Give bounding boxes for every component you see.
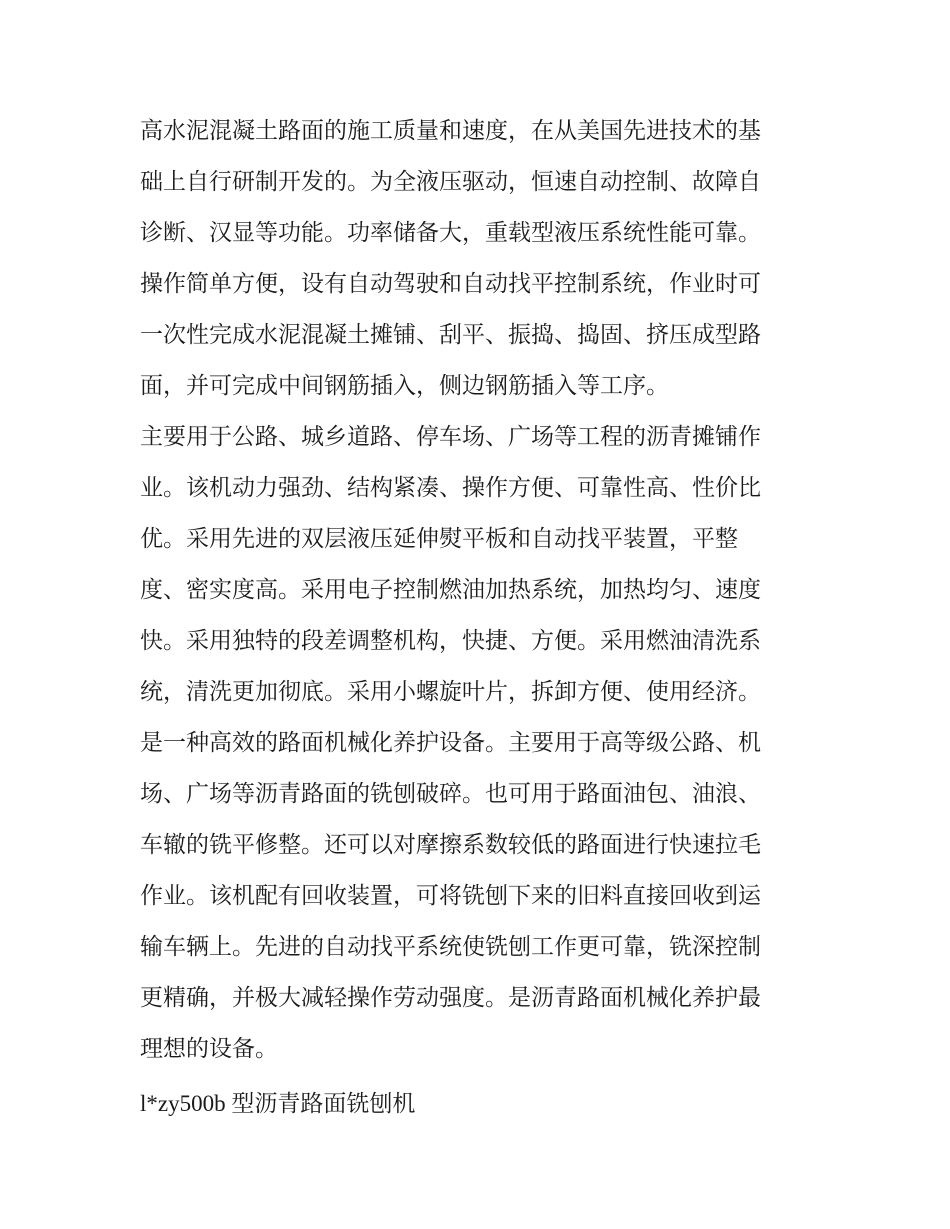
text-line: 快。采用独特的段差调整机构，快捷、方便。采用燃油清洗系 — [140, 628, 761, 654]
text-line: 输车辆上。先进的自动找平系统使铣刨工作更可靠，铣深控制 — [140, 934, 761, 960]
paragraph-paver-intro — [140, 108, 820, 414]
text-line: 础上自行研制开发的。为全液压驱动，恒速自动控制、故障自 — [140, 169, 761, 195]
document-body — [140, 108, 820, 1132]
text-line: 是一种高效的路面机械化养护设备。主要用于高等级公路、机 — [140, 730, 761, 756]
text-line: 优。采用先进的双层液压延伸熨平板和自动找平装置，平整 — [140, 526, 738, 552]
text-line: 主要用于公路、城乡道路、停车场、广场等工程的沥青摊铺作 — [140, 424, 761, 450]
text-line: 作业。该机配有回收装置，可将铣刨下来的旧料直接回收到运 — [140, 883, 761, 909]
text-line: 车辙的铣平修整。还可以对摩擦系数较低的路面进行快速拉毛 — [140, 832, 761, 858]
text-line: 度、密实度高。采用电子控制燃油加热系统，加热均匀、速度 — [140, 577, 761, 603]
text-line: 操作简单方便，设有自动驾驶和自动找平控制系统，作业时可 — [140, 271, 761, 297]
paragraph-asphalt-paver — [140, 414, 820, 720]
text-line: 统，清洗更加彻底。采用小螺旋叶片，拆卸方便、使用经济。 — [140, 679, 761, 705]
text-line: 诊断、汉显等功能。功率储备大，重载型液压系统性能可靠。 — [140, 220, 761, 246]
text-line: 业。该机动力强劲、结构紧凑、操作方便、可靠性高、性价比 — [140, 475, 761, 501]
text-line: 面，并可完成中间钢筋插入，侧边钢筋插入等工序。 — [140, 373, 669, 399]
text-line: 场、广场等沥青路面的铣刨破碎。也可用于路面油包、油浪、 — [140, 781, 761, 807]
text-line: 一次性完成水泥混凝土摊铺、刮平、振捣、捣固、挤压成型路 — [140, 322, 761, 348]
paragraph-milling-machine — [140, 720, 820, 1077]
product-caption: l*zy500b 型沥青路面铣刨机 — [140, 1091, 416, 1116]
text-line: 更精确，并极大减轻操作劳动强度。是沥青路面机械化养护最 — [140, 985, 761, 1011]
text-line: 高水泥混凝土路面的施工质量和速度，在从美国先进技术的基 — [140, 118, 761, 144]
text-line: 理想的设备。 — [140, 1036, 278, 1062]
